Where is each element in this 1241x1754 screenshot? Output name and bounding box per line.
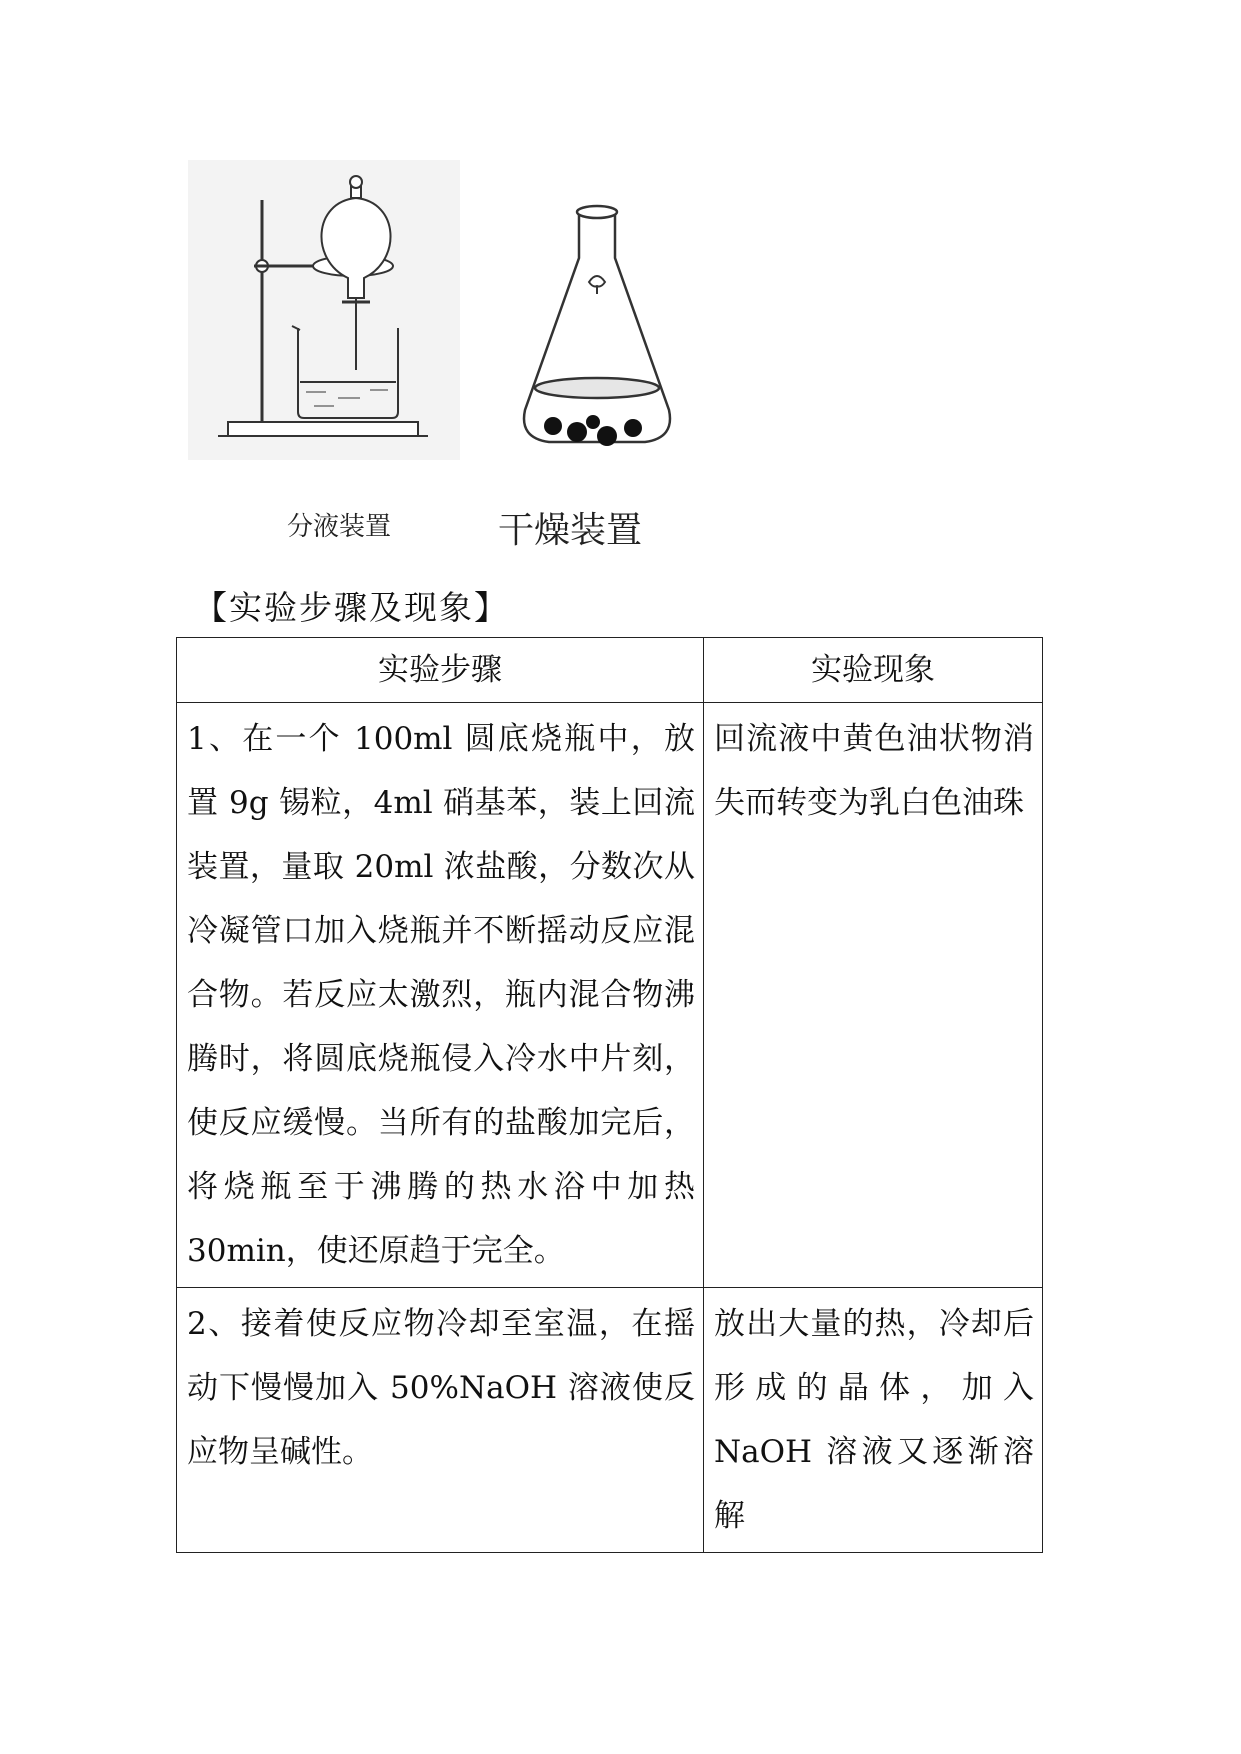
conical-flask-icon: [505, 200, 690, 460]
observation-cell: 回流液中黄色油状物消失而转变为乳白色油珠: [704, 703, 1043, 1288]
section-title: 【实验步骤及现象】: [194, 588, 509, 627]
separatory-funnel-icon: [188, 160, 460, 460]
table-header-row: [177, 638, 1043, 703]
drying-caption: 干燥装置: [498, 510, 643, 551]
experiment-table: [176, 637, 1043, 1553]
table-row: [177, 1288, 1043, 1553]
step-cell: 1、在一个 100ml 圆底烧瓶中，放置 9g 锡粒，4ml 硝基苯，装上回流装置，量取 20ml 浓盐酸，分数次从冷凝管口加入烧瓶并不断摇动反应混合物。若反应太激烈，瓶内混合物沸腾时，将圆底烧瓶侵入冷水中片刻，使反应缓慢。当所有的盐酸加完后，将烧瓶至于沸腾的热水浴中加热 30min，使还原趋于完全。: [177, 703, 704, 1288]
drying-flask-figure: [505, 200, 690, 460]
step-cell: 2、接着使反应物冷却至室温，在摇动下慢慢加入 50%NaOH 溶液使反应物呈碱性。: [177, 1288, 704, 1553]
header-steps: 实验步骤: [177, 638, 704, 703]
separation-caption: 分液装置: [287, 512, 392, 542]
separatory-funnel-figure: [188, 160, 460, 460]
table-row: [177, 703, 1043, 1288]
observation-cell: 放出大量的热，冷却后形成的晶体，加入 NaOH 溶液又逐渐溶解: [704, 1288, 1043, 1553]
header-observations: 实验现象: [704, 638, 1043, 703]
